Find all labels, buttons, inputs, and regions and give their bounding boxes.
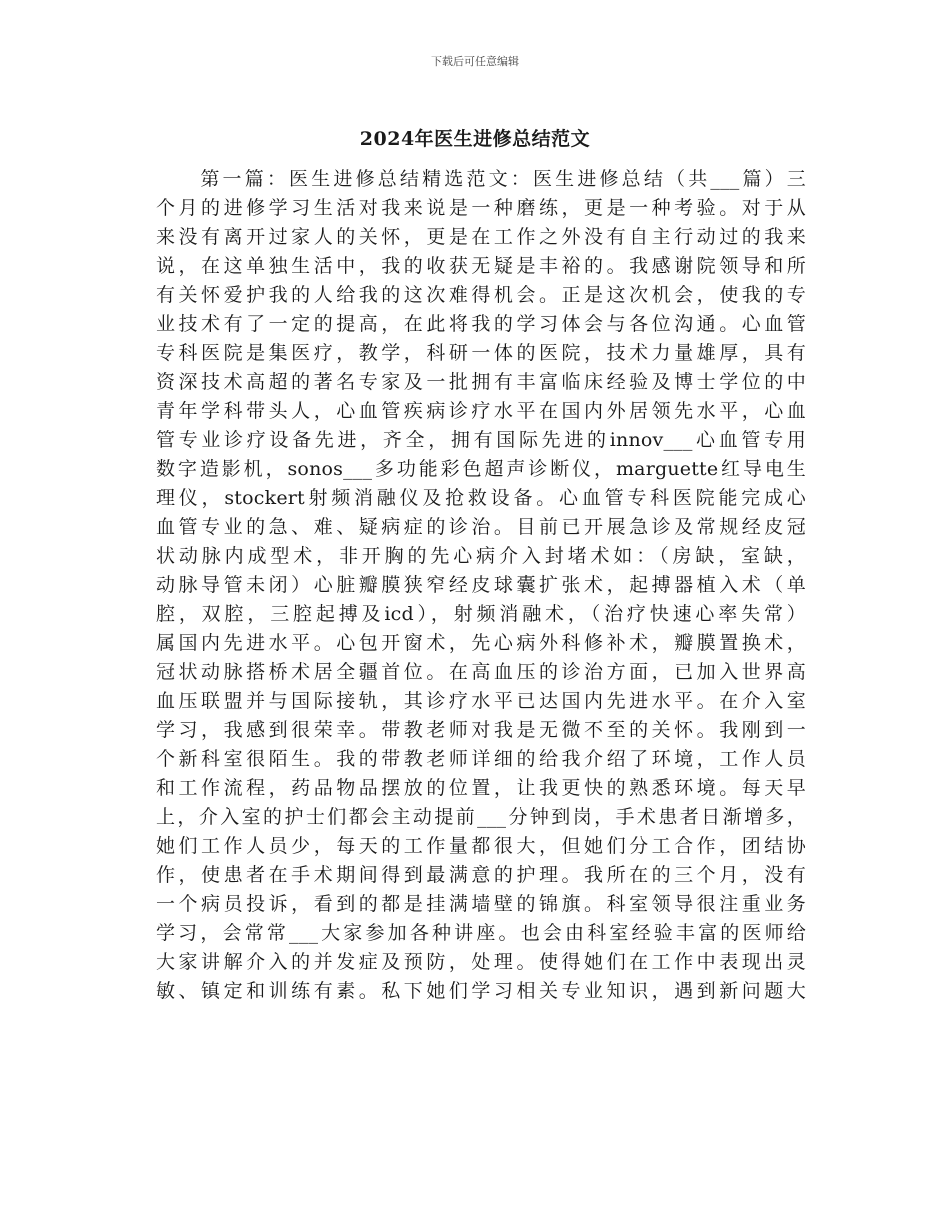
body-line: 和工作流程，药品物品摆放的位置，让我更快的熟悉环境。每天早 [156,777,806,799]
body-line: 资深技术高超的著名专家及一批拥有丰富临床经验及博士学位的中 [156,371,806,393]
body-line: 管专业诊疗设备先进，齐全，拥有国际先进的innov___心血管专用 [156,429,806,451]
body-line: 学习，我感到很荣幸。带教老师对我是无微不至的关怀。我刚到一 [156,719,806,741]
body-line: 一个病员投诉，看到的都是挂满墙壁的锦旗。科室领导很注重业务 [156,893,806,915]
body-line: 专科医院是集医疗，教学，科研一体的医院，技术力量雄厚，具有 [156,342,806,364]
page-header-note: 下载后可任意编辑 [431,55,519,68]
body-line: 第一篇：医生进修总结精选范文：医生进修总结（共___篇）三 [156,168,806,190]
body-line: 敏、镇定和训练有素。私下她们学习相关专业知识，遇到新问题大 [156,980,806,1002]
body-line: 个新科室很陌生。我的带教老师详细的给我介绍了环境，工作人员 [156,748,806,770]
body-line: 她们工作人员少，每天的工作量都很大，但她们分工合作，团结协 [156,835,806,857]
body-line: 腔，双腔，三腔起搏及icd），射频消融术，（治疗快速心率失常） [156,603,806,625]
body-line: 来没有离开过家人的关怀，更是在工作之外没有自主行动过的我来 [156,226,806,248]
body-line: 作，使患者在手术期间得到最满意的护理。我所在的三个月，没有 [156,864,806,886]
body-line: 血管专业的急、难、疑病症的诊治。目前已开展急诊及常规经皮冠 [156,516,806,538]
body-line: 上，介入室的护士们都会主动提前___分钟到岗，手术患者日渐增多， [156,806,806,828]
body-line: 状动脉内成型术，非开胸的先心病介入封堵术如：（房缺，室缺， [156,545,806,567]
body-line: 说，在这单独生活中，我的收获无疑是丰裕的。我感谢院领导和所 [156,255,806,277]
body-line: 动脉导管未闭）心脏瓣膜狭窄经皮球囊扩张术，起搏器植入术（单 [156,574,806,596]
body-line: 血压联盟并与国际接轨，其诊疗水平已达国内先进水平。在介入室 [156,690,806,712]
document-body [156,165,806,1006]
body-line: 冠状动脉搭桥术居全疆首位。在高血压的诊治方面，已加入世界高 [156,661,806,683]
body-line: 数字造影机，sonos___多功能彩色超声诊断仪，marguette红导电生 [156,458,806,480]
body-line: 理仪，stockert射频消融仪及抢救设备。心血管专科医院能完成心 [156,487,806,509]
document-title: 2024年医生进修总结范文 [359,128,591,150]
body-line: 学习，会常常___大家参加各种讲座。也会由科室经验丰富的医师给 [156,922,806,944]
body-line: 业技术有了一定的提高，在此将我的学习体会与各位沟通。心血管 [156,313,806,335]
body-line: 有关怀爱护我的人给我的这次难得机会。正是这次机会，使我的专 [156,284,806,306]
body-line: 大家讲解介入的并发症及预防，处理。使得她们在工作中表现出灵 [156,951,806,973]
body-line: 青年学科带头人，心血管疾病诊疗水平在国内外居领先水平，心血 [156,400,806,422]
body-line: 个月的进修学习生活对我来说是一种磨练，更是一种考验。对于从 [156,197,806,219]
body-line: 属国内先进水平。心包开窗术，先心病外科修补术，瓣膜置换术， [156,632,806,654]
